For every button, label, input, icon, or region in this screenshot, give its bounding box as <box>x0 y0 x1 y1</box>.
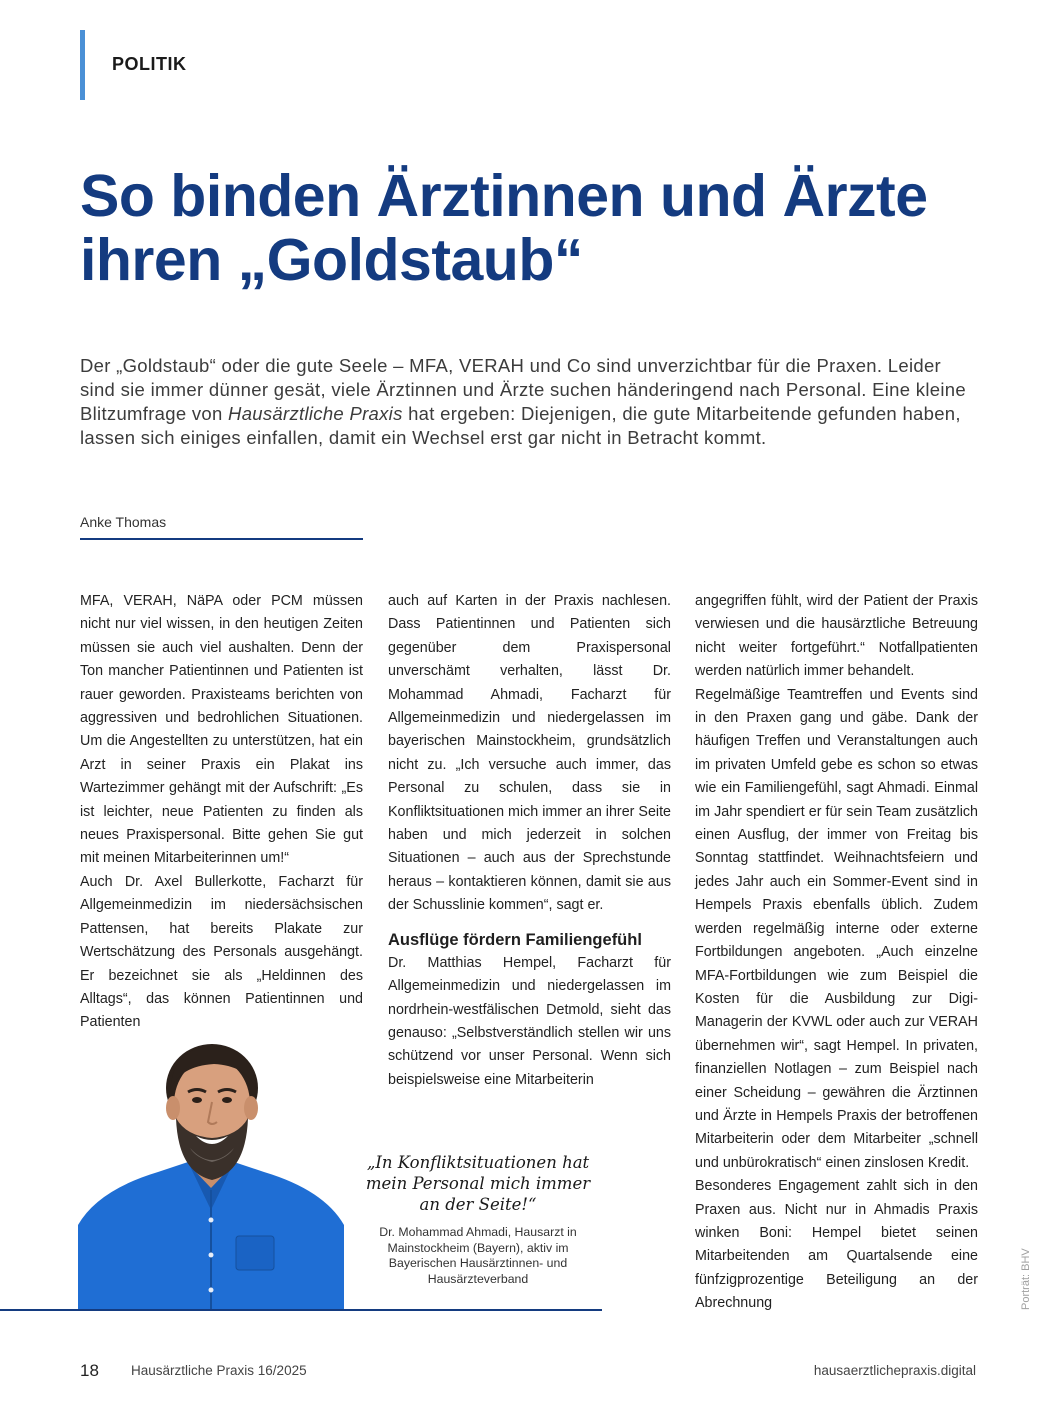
photo-credit: Porträt: BHV <box>1020 1248 1032 1310</box>
article-title: So binden Ärztinnen und Ärzte ihren „Goldstaub“ <box>80 163 928 293</box>
lead-magazine-name: Hausärztliche Praxis <box>228 403 403 424</box>
lead-text-1: Der „Goldstaub“ oder die gute Seele – MFA, VERAH und Co sind unverzichtbar für die Praxen. Leider sind sie immer dünner gesät, viele Ärztinnen und Ärzte suchen händeringend nach Personal. Eine kleine Blitzumfrage von <box>80 355 966 424</box>
body-paragraph: Dr. Matthias Hempel, Facharzt für Allgemeinmedizin und niedergelassen im nordrhein-westfälischen Detmold, sieht das genauso: „Selbstverständlich stellen wir uns schützend vor unser Personal. Wenn sich beispielsweise eine Mitarbeiterin <box>388 954 671 1088</box>
body-column-3 <box>695 590 978 1316</box>
body-paragraph: MFA, VERAH, NäPA oder PCM müssen nicht nur viel wissen, in den heutigen Zeiten müssen sie auch viel aushalten. Denn der Ton mancher Patientinnen und Patienten ist rauer geworden. Praxisteams berichten von aggressiven und bedrohlichen Situationen. Um die Angestellten zu unterstützen, hat ein Arzt in seiner Praxis ein Plakat ins Wartezimmer gehängt mit der Aufschrift: „Es ist leichter, neue Patienten zu finden als neues Praxispersonal. Bitte gehen Sie gut mit meinen Mitarbeiterinnen um!“ <box>80 593 363 867</box>
byline-divider <box>80 538 363 540</box>
body-paragraph: auch auf Karten in der Praxis nachlesen. Dass Patientinnen und Patienten sich gegenüber dem Praxispersonal unverschämt verhalten, lässt Dr. Mohammad Ahmadi, Facharzt für Allgemeinmedizin und niedergelassen im bayerischen Mainstockheim, grundsätzlich nicht zu. „Ich versuche auch immer, das Personal zu schulen, dass sie in Konfliktsituationen mich immer an ihrer Seite haben und mich jederzeit in solchen Situationen – auch aus der Sprechstunde heraus – kontaktieren können, damit sie aus der Schusslinie kommen“, sagt er. <box>388 593 671 914</box>
portrait-illustration <box>78 1040 344 1310</box>
page-number: 18 <box>80 1361 99 1380</box>
image-divider <box>0 1309 602 1311</box>
section-accent-bar <box>80 30 85 100</box>
body-column-2 <box>388 590 671 1092</box>
lead-text-2: hat ergeben: Diejenigen, die gute Mitarbeitende gefunden haben, lassen sich einiges einfallen, damit ein Wechsel erst gar nicht in Betracht kommt. <box>80 403 961 448</box>
body-column-1 <box>80 590 363 1035</box>
pull-quote-text: „In Konfliktsituationen hat mein Personal mich immer an der Seite!“ <box>365 1153 591 1214</box>
magazine-issue: Hausärztliche Praxis 16/2025 <box>131 1363 307 1378</box>
subheading: Ausflüge fördern Familiengefühl <box>388 930 642 949</box>
pull-quote-source: Dr. Mohammad Ahmadi, Hausarzt in Mainstockheim (Bayern), aktiv im Bayerischen Hausärztinnen- und Hausärzteverband <box>379 1225 577 1286</box>
section-label: POLITIK <box>112 54 187 74</box>
body-paragraph: angegriffen fühlt, wird der Patient der Praxis verwiesen und die hausärztliche Betreuung nicht weiter fortgeführt.“ Notfallpatienten werden natürlich immer behandelt. <box>695 593 978 680</box>
portrait-photo <box>78 1040 344 1310</box>
author-byline: Anke Thomas <box>80 514 167 530</box>
pull-quote <box>360 1152 596 1287</box>
body-paragraph: Besonderes Engagement zahlt sich in den Praxen aus. Nicht nur in Ahmadis Praxis winken Boni: Hempel bietet seinen Mitarbeitenden am Quartalsende eine fünfzigprozentige Beteiligung an der Abrechnung <box>695 1178 978 1312</box>
article-lead <box>80 354 980 450</box>
body-paragraph: Regelmäßige Teamtreffen und Events sind in den Praxen gang und gäbe. Dank der häufigen Treffen und Veranstaltungen auch im privaten Umfeld gebe es schon so etwas wie ein Familiengefühl, sagt Ahmadi. Einmal im Jahr spendiert er für sein Team zusätzlich einen Ausflug, der immer von Freitag bis Sonntag stattfindet. Weihnachtsfeiern und jedes Jahr auch ein Sommer-Event sind in Hempels Praxis ebenfalls üblich. Zudem werden regelmäßig interne oder externe Fortbildungen angeboten. „Auch einzelne MFA-Fortbildungen wie zum Beispiel die Kosten für die Ausbildung zur Digi-Managerin der KVWL oder auch zur VERAH übernehmen wir“, sagt Hempel. In privaten, finanziellen Notlagen – zum Beispiel nach einer Scheidung – gewähren die Ärztinnen und Ärzte in Hempels Praxis der betroffenen Mitarbeiterin oder dem Mitarbeiter „schnell und unbürokratisch“ einen zinslosen Kredit. <box>695 686 978 1171</box>
website-url: hausaerztlichepraxis.digital <box>813 1363 976 1378</box>
body-paragraph: Auch Dr. Axel Bullerkotte, Facharzt für Allgemeinmedizin im niedersächsischen Pattensen, hat bereits Plakate zur Wertschätzung des Personals ausgehängt. Er bezeichnet sie als „Heldinnen des Alltags“, das können Patientinnen und Patienten <box>80 873 363 1031</box>
